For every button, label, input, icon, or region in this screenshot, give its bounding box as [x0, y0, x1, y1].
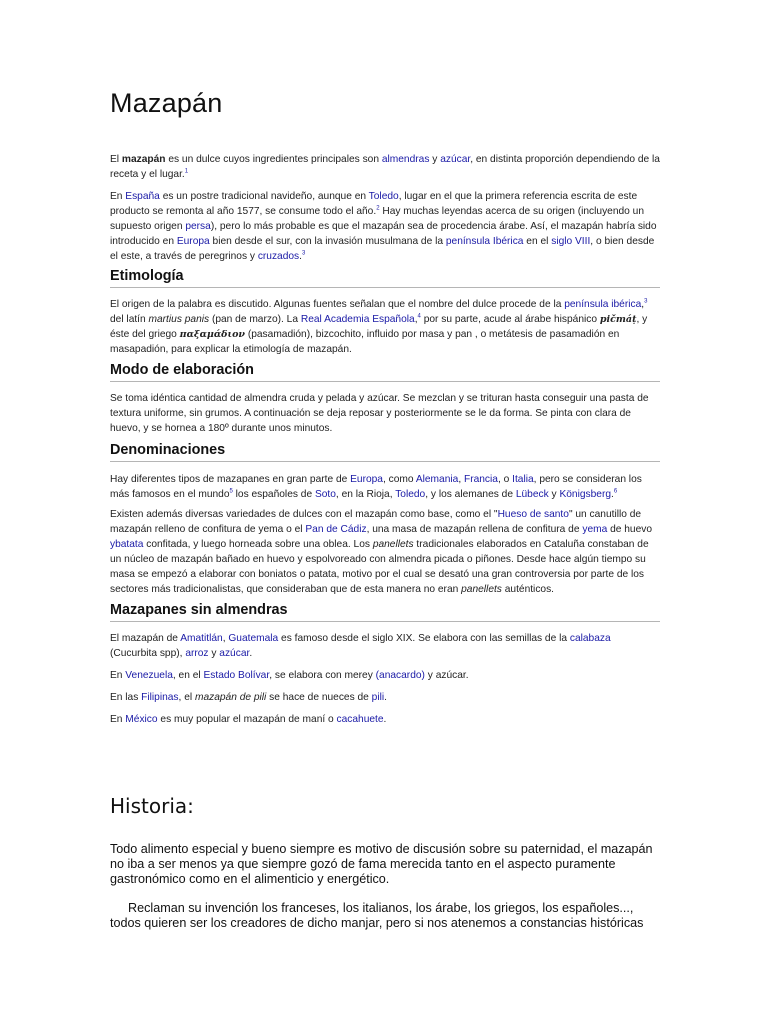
text: en el: [523, 236, 552, 247]
ref-3b[interactable]: 3: [644, 298, 648, 305]
text: El mazapán de: [110, 633, 181, 644]
link-espana[interactable]: España: [125, 191, 160, 202]
heading-denominaciones: Denominaciones: [110, 442, 660, 462]
link-filipinas[interactable]: Filipinas: [141, 692, 179, 703]
text: En: [110, 191, 126, 202]
text: es un postre tradicional navideño, aunque en: [159, 191, 369, 202]
historia-paragraph-1: Todo alimento especial y bueno siempre es motivo de discusión sobre su paternidad, el mazapán no iba a ser menos ya que siempre gozó de fama merecida tanto en el aspecto puramente gastronómico como en el alimenticio y energético.: [110, 842, 653, 886]
text: , como: [382, 474, 416, 485]
text: ,: [222, 633, 229, 644]
sin-almendras-paragraph-2: [110, 668, 660, 683]
section-sin-almendras: [110, 602, 660, 622]
link-alemania[interactable]: Alemania: [415, 474, 459, 485]
link-persa[interactable]: persa: [185, 221, 211, 232]
text: por su parte, acude al árabe hispánico: [420, 314, 600, 325]
link-toledo[interactable]: Toledo: [368, 191, 399, 202]
heading-modo: Modo de elaboración: [110, 362, 660, 382]
denominaciones-paragraph-2: [110, 507, 660, 597]
italic-term: martius panis: [148, 314, 210, 325]
text: , en la Rioja,: [335, 489, 396, 500]
text: Hay diferentes tipos de mazapanes en gran parte de: [110, 474, 351, 485]
link-arroz[interactable]: arroz: [185, 648, 209, 659]
section-modo: [110, 362, 660, 382]
heading-etimologia: Etimología: [110, 268, 660, 288]
text: ,: [641, 299, 645, 310]
link-toledo-2[interactable]: Toledo: [395, 489, 426, 500]
text: El origen de la palabra es discutido. Algunas fuentes señalan que el nombre del dulce procede de la: [110, 299, 565, 310]
text: El: [110, 154, 122, 165]
text: de huevo: [607, 524, 653, 535]
intro-paragraph-2: [110, 189, 660, 264]
text: se hace de nueces de: [266, 692, 372, 703]
link-venezuela[interactable]: Venezuela: [125, 670, 173, 681]
text: , una masa de mazapán rellena de confitura de: [366, 524, 583, 535]
heading-historia: Historia:: [110, 794, 194, 818]
ref-2[interactable]: 2: [376, 205, 380, 212]
text: , se elabora con merey: [269, 670, 376, 681]
text: tradicionales elaborados en Cataluña constaban de un núcleo de mazapán bañado en huevo y espolvoreado con almendra picada o piñones. Desde hace algún tiempo su masa se empezó a elaborar con boniatos o patata, motivo por el cual se desató una gran controversia por parte de los sectores más tradicionalistas, que consideraban que de esta manera no eran: [110, 539, 649, 595]
text: , o: [497, 474, 513, 485]
text: .: [299, 251, 302, 262]
text: y: [548, 489, 560, 500]
text: bien desde el sur, con la invasión musulmana de la: [209, 236, 446, 247]
text: .: [383, 714, 387, 725]
link-amatitlan[interactable]: Amatitlán: [180, 633, 223, 644]
link-guatemala[interactable]: Guatemala: [228, 633, 279, 644]
greek-term: παξαμάδιον: [179, 329, 245, 340]
text: confitada, y luego horneada sobre una oblea. Los: [143, 539, 373, 550]
text: " un canutillo de mazapán relleno de confitura de yema o el: [110, 509, 642, 535]
text: ,: [414, 314, 418, 325]
text: .: [611, 489, 614, 500]
ref-6[interactable]: 6: [613, 488, 618, 495]
text: , y éste del griego: [110, 314, 648, 340]
intro-paragraph-1: [110, 152, 660, 182]
link-azucar-2[interactable]: azúcar: [219, 648, 250, 659]
text: , pero se consideran los más famosos en el mundo: [110, 474, 642, 500]
text: , en distinta proporción dependiendo de la receta y el lugar.: [110, 154, 660, 180]
link-francia[interactable]: Francia: [463, 474, 498, 485]
text: auténticos.: [501, 584, 555, 595]
text: (pan de marzo). La: [209, 314, 301, 325]
text: .: [249, 648, 253, 659]
text: En las: [110, 692, 142, 703]
link-cruzados[interactable]: cruzados: [257, 251, 300, 262]
text: , el: [178, 692, 195, 703]
link-soto[interactable]: Soto: [314, 489, 336, 500]
italic-term: panellets: [372, 539, 414, 550]
ref-1[interactable]: 1: [184, 168, 189, 175]
historia-paragraph-2: Reclaman su invención los franceses, los italianos, los árabe, los griegos, los españoles..., todos quieren ser los creadores de dicho manjar, pero si nos atenemos a constancias históricas: [110, 901, 644, 930]
link-calabaza[interactable]: calabaza: [569, 633, 611, 644]
text: , lugar en el que la primera referencia escrita de este producto se remonta al año 1577, se consume todo el año.: [110, 191, 638, 217]
text: .: [384, 692, 387, 703]
link-hueso-de-santo[interactable]: Hueso de santo: [497, 509, 569, 520]
link-lubeck[interactable]: Lübeck: [515, 489, 549, 500]
link-cacahuete[interactable]: cacahuete: [336, 714, 384, 725]
link-siglo-viii[interactable]: siglo VIII: [551, 236, 591, 247]
denominaciones-paragraph-1: [110, 472, 660, 502]
link-azucar[interactable]: azúcar: [440, 154, 471, 165]
link-peninsula-iberica[interactable]: península Ibérica: [445, 236, 524, 247]
text: es un dulce cuyos ingredientes principales son: [165, 154, 382, 165]
text: Hay muchas leyendas acerca de su origen (incluyendo un supuesto origen: [110, 206, 644, 232]
link-yema[interactable]: yema: [582, 524, 608, 535]
text: y: [208, 648, 220, 659]
ref-5[interactable]: 5: [229, 488, 233, 495]
link-konigsberg[interactable]: Königsberg: [559, 489, 612, 500]
text: , en el: [172, 670, 204, 681]
section-denominaciones: [110, 442, 660, 462]
link-italia[interactable]: Italia: [512, 474, 534, 485]
etimologia-paragraph: [110, 297, 660, 357]
link-europa[interactable]: Europa: [176, 236, 210, 247]
modo-paragraph: Se toma idéntica cantidad de almendra cruda y pelada y azúcar. Se mezclan y se trituran hasta conseguir una pasta de textura uniforme, sin grumos. A continuación se deja reposar y posteriormente se le da forma. Se pinta con clara de huevo, y se hornea a 180º durante unos minutos.: [110, 393, 649, 434]
link-peninsula-iberica-2[interactable]: península ibérica: [564, 299, 642, 310]
text: los españoles de: [232, 489, 315, 500]
heading-sin-almendras: Mazapanes sin almendras: [110, 602, 660, 622]
ref-3[interactable]: 3: [302, 250, 306, 257]
text: y: [429, 154, 441, 165]
link-pan-de-cadiz[interactable]: Pan de Cádiz: [305, 524, 367, 535]
italic-term: panellets: [461, 584, 502, 595]
text: ,: [458, 474, 464, 485]
text: En: [110, 714, 126, 725]
link-mexico[interactable]: México: [125, 714, 158, 725]
arabic-term: pičmáṭ: [599, 314, 637, 325]
text: del latín: [110, 314, 149, 325]
link-almendras[interactable]: almendras: [381, 154, 430, 165]
text: , o bien desde el este, a través de peregrinos y: [110, 236, 655, 262]
sin-almendras-paragraph-3: [110, 690, 660, 705]
link-anacardo[interactable]: (anacardo): [375, 670, 425, 681]
section-etimologia: [110, 268, 660, 288]
link-batata[interactable]: ybatata: [110, 539, 144, 550]
text: es famoso desde el siglo XIX. Se elabora con las semillas de la: [278, 633, 570, 644]
text: y azúcar.: [424, 670, 469, 681]
page-title: Mazapán: [110, 88, 223, 118]
ref-4[interactable]: 4: [417, 313, 421, 320]
text: Existen además diversas variedades de dulces con el mazapán como base, como el ": [110, 509, 498, 520]
link-estado-bolivar[interactable]: Estado Bolívar: [203, 670, 270, 681]
sin-almendras-paragraph-1: [110, 631, 660, 661]
text: En: [110, 670, 126, 681]
link-rae[interactable]: Real Academia Española: [300, 314, 415, 325]
link-europa-2[interactable]: Europa: [350, 474, 383, 485]
italic-term: mazapán de pili: [194, 692, 267, 703]
text: es muy popular el mazapán de maní o: [157, 714, 337, 725]
text: , y los alemanes de: [425, 489, 516, 500]
link-pili[interactable]: pili: [371, 692, 385, 703]
text: (Cucurbita spp),: [110, 648, 186, 659]
text: ), pero lo más probable es que el mazapán sea de procedencia árabe. Así, el mazapán habría sido introducido en: [110, 221, 657, 247]
sin-almendras-paragraph-4: [110, 712, 660, 727]
bold-term: mazapán: [121, 154, 166, 165]
text: (pasamadión), bizcochito, influido por masa y pan , o metátesis de pasamadión en masapadión, para explicar la etimología de mazapán.: [110, 329, 620, 355]
